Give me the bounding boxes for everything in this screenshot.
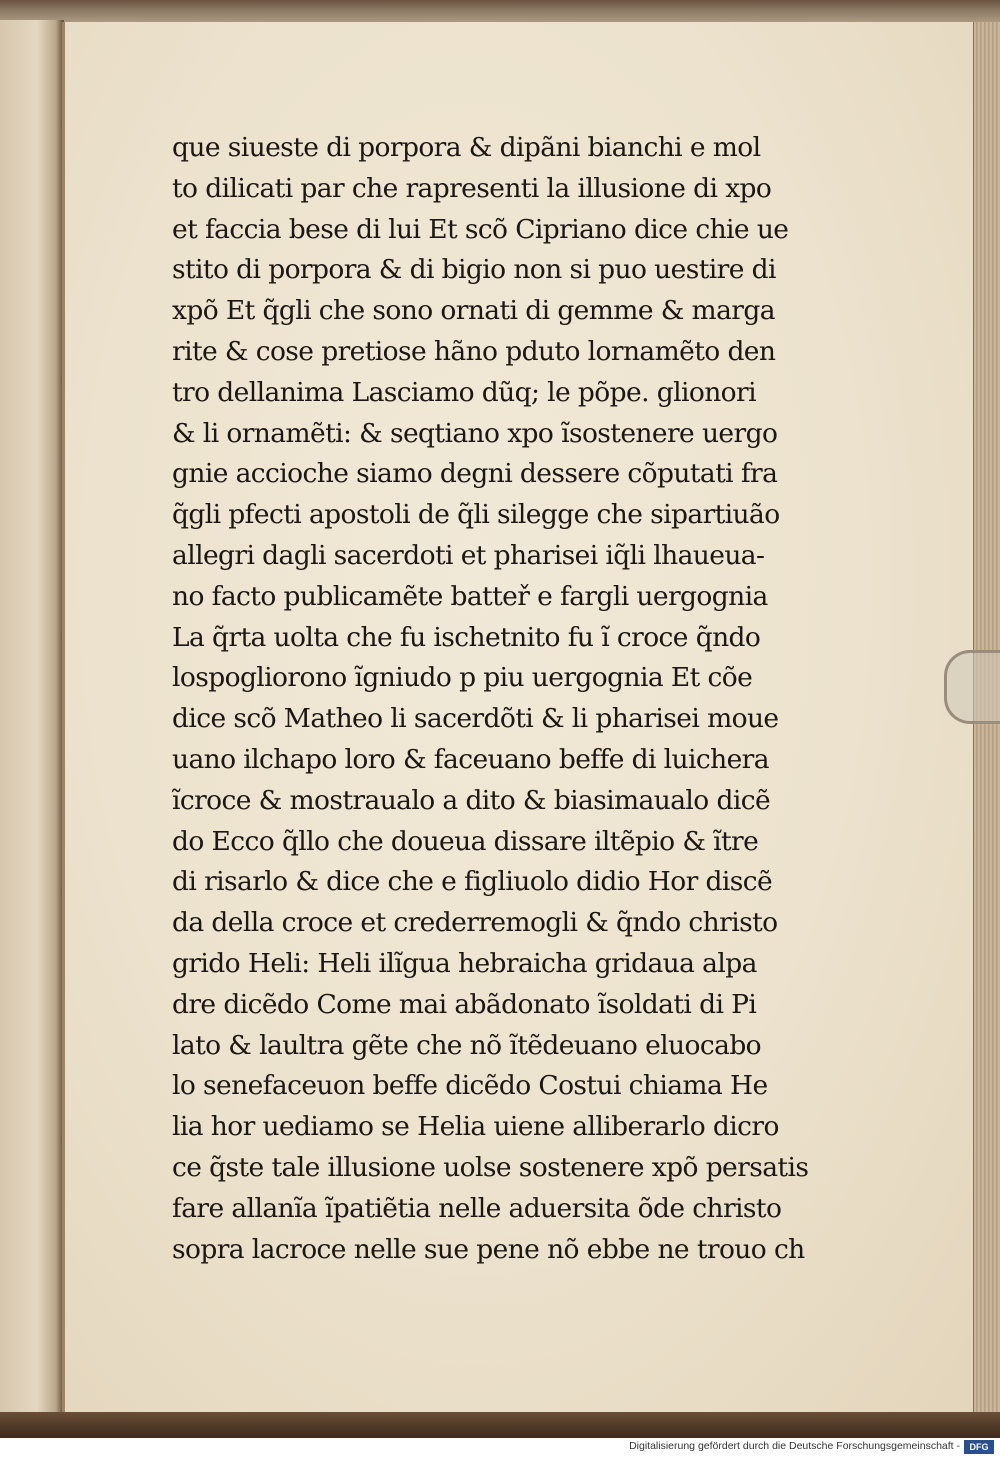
book-bottom-edge bbox=[0, 1412, 1000, 1438]
book-top-edge bbox=[0, 0, 1000, 24]
text-line: xpõ Et q̃gli che sono ornati di gemme & marga bbox=[172, 295, 775, 327]
text-line: dice scõ Matheo li sacerdõti & li pharisei moue bbox=[172, 703, 779, 735]
text-line: to dilicati par che rapresenti la illusione di xpo bbox=[172, 172, 772, 204]
text-line: no facto publicamẽte batteř e fargli uergognia bbox=[172, 580, 768, 612]
footer-credit: Digitalisierung gefördert durch die Deutsche Forschungsgemeinschaft - bbox=[629, 1440, 960, 1452]
text-line: fare allanĩa ĩpatiẽtia nelle aduersita õde christo bbox=[172, 1192, 782, 1224]
text-line: ĩcroce & mostraualo a dito & biasimaualo dicẽ bbox=[172, 784, 771, 816]
text-line: q̃gli pfecti apostoli de q̃li silegge che sipartiuão bbox=[172, 499, 780, 531]
text-line: lo senefaceuon beffe dicẽdo Costui chiama He bbox=[172, 1070, 768, 1102]
text-line: stito di porpora & di bigio non si puo uestire di bbox=[172, 254, 776, 286]
text-line: di risarlo & dice che e figliuolo didio Hor discẽ bbox=[172, 866, 773, 898]
text-line: & li ornamẽti: & seqtiano xpo ĩsostenere uergo bbox=[172, 417, 778, 449]
text-line: grido Heli: Heli ilĩgua hebraicha gridaua alpa bbox=[172, 947, 757, 979]
text-line: lato & laultra gẽte che nõ ĩtẽdeuano eluocabo bbox=[172, 1029, 762, 1061]
text-line: lia hor uediamo se Helia uiene alliberarlo dicro bbox=[172, 1111, 779, 1143]
page-text bbox=[172, 128, 812, 1270]
text-line: rite & cose pretiose hãno pduto lornamẽto den bbox=[172, 335, 776, 367]
text-line: dre dicẽdo Come mai abãdonato ĩsoldati di Pi bbox=[172, 988, 757, 1020]
left-page-edge bbox=[0, 20, 64, 1420]
text-line: lospogliorono ĩgniudo p piu uergognia Et cõe bbox=[172, 662, 753, 694]
text-line: allegri dagli sacerdoti et pharisei iq̃li lhaueua- bbox=[172, 539, 765, 571]
dfg-logo: DFG bbox=[964, 1440, 994, 1454]
text-line: La q̃rta uolta che fu ischetnito fu ĩ croce q̃ndo bbox=[172, 621, 761, 653]
text-line: gnie accioche siamo degni dessere cõputati fra bbox=[172, 458, 778, 490]
clip-icon bbox=[944, 650, 1000, 724]
text-line: ce q̃ste tale illusione uolse sostenere xpõ persatis bbox=[172, 1151, 809, 1183]
text-line: do Ecco q̃llo che doueua dissare iltẽpio & ĩtre bbox=[172, 825, 759, 857]
text-line: uano ilchapo loro & faceuano beffe di luichera bbox=[172, 743, 769, 775]
text-line: et faccia bese di lui Et scõ Cipriano dice chie ue bbox=[172, 213, 789, 245]
text-line: sopra lacroce nelle sue pene nõ ebbe ne trouo ch bbox=[172, 1233, 805, 1265]
text-line: tro dellanima Lasciamo dũq; le põpe. glionori bbox=[172, 376, 756, 408]
text-line: que siueste di porpora & dipãni bianchi e mol bbox=[172, 132, 761, 163]
text-line: da della croce et crederremogli & q̃ndo christo bbox=[172, 907, 778, 939]
